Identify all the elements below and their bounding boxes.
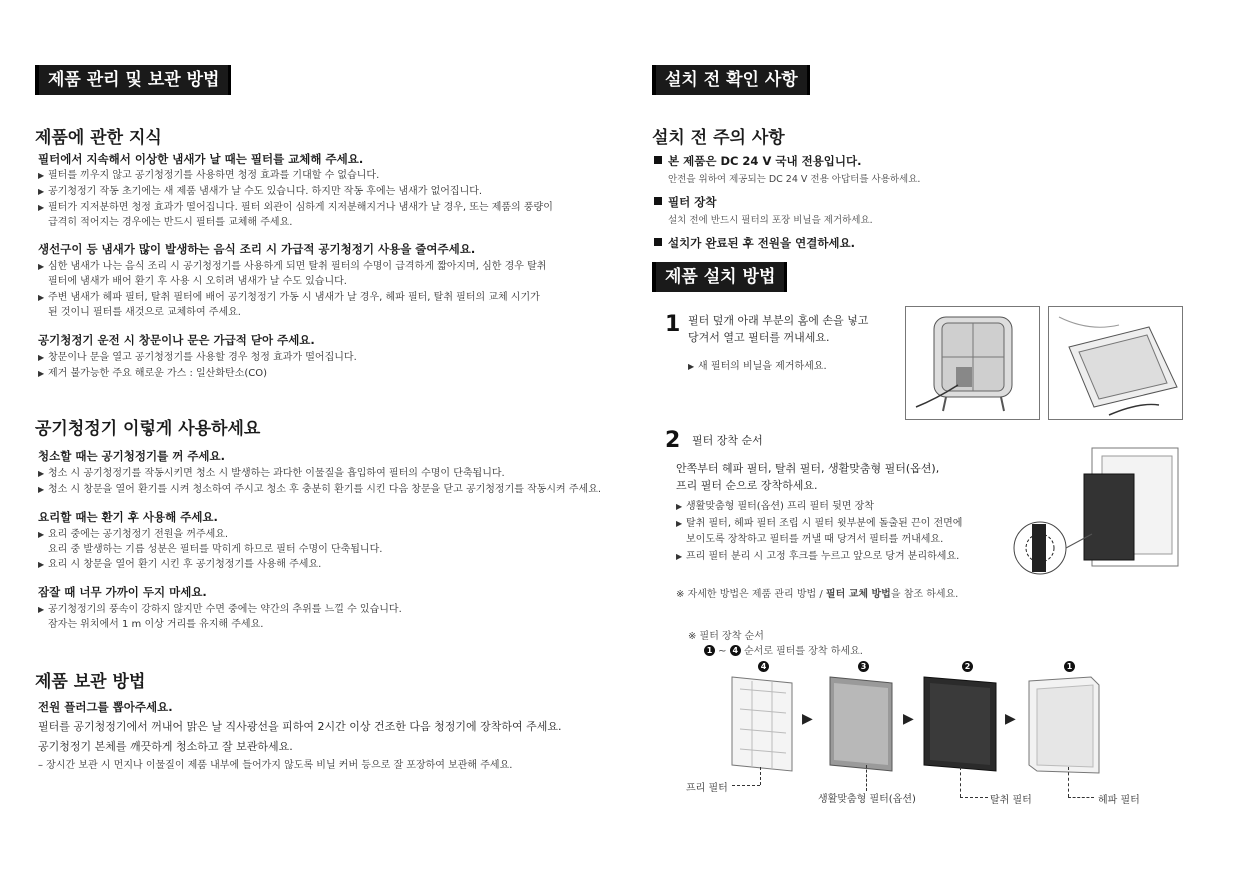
list-item-cont: 필터에 냄새가 배어 환기 후 사용 시 오히려 냄새가 날 수도 있습니다. (48, 276, 347, 287)
storage-title: 제품 보관 방법 (35, 672, 146, 692)
caution-item-1-desc: 안전을 위하여 제공되는 DC 24 V 전용 아답터를 사용하세요. (668, 174, 921, 185)
list-item: ▶ 필터를 끼우지 않고 공기청정기를 사용하면 청정 효과를 기대할 수 없습니다. (38, 170, 380, 181)
filter-badge: 2 (962, 661, 973, 672)
order-badge-to: 4 (730, 645, 741, 656)
list-item-cont: 급격히 적어지는 경우에는 반드시 필터를 교체해 주세요. (48, 217, 293, 228)
caution-item-2: 필터 장착 (654, 194, 716, 210)
storage-note: – 장시간 보관 시 먼지나 이물질이 제품 내부에 들어가지 않도록 비닐 커버 등으로 잘 포장하여 보관해 주세요. (38, 760, 513, 771)
knowledge-title: 제품에 관한 지식 (35, 128, 162, 148)
caution-item-1: 본 제품은 DC 24 V 국내 전용입니다. (654, 153, 861, 169)
list-item: ▶ 필터가 지저분하면 청정 효과가 떨어집니다. 필터 외관이 심하게 지저분해지거나 냄새가 날 경우, 또는 제품의 풍량이 (38, 202, 553, 213)
filter-sequence (620, 655, 1239, 815)
list-item-cont: 된 것이니 필터를 새것으로 교체하여 주세요. (48, 307, 241, 318)
filter-label: 탈취 필터 (990, 795, 1032, 806)
list-item: ▶ 창문이나 문을 열고 공기청정기를 사용할 경우 청정 효과가 떨어집니다. (38, 352, 357, 363)
list-item: ▶ 청소 시 창문을 열어 환기를 시켜 청소하여 주시고 청소 후 충분히 환기를 시킨 다음 창문을 닫고 공기청정기를 작동시켜 주세요. (38, 484, 602, 495)
arrow-right-icon: ▶ (802, 711, 813, 727)
storage-line1: 필터를 공기청정기에서 꺼내어 맑은 날 직사광선을 피하여 2시간 이상 건조한 다음 청정기에 장착하여 주세요. (38, 720, 562, 733)
step-2-line2: 프리 필터 순으로 장착하세요. (676, 479, 818, 492)
leader-line (1068, 797, 1094, 798)
usage-s3-title: 잠잘 때 너무 가까이 두지 마세요. (38, 585, 207, 599)
knowledge-s1-title: 필터에서 지속해서 이상한 냄새가 날 때는 필터를 교체해 주세요. (38, 152, 364, 166)
list-item: ▶ 요리 중에는 공기청정기 전원을 꺼주세요. (38, 529, 229, 540)
order-title: ※ 필터 장착 순서 (688, 631, 764, 642)
step-1-line2: 당겨서 열고 필터를 꺼내세요. (688, 331, 830, 344)
right-page (620, 0, 1239, 885)
list-item: ▶ 생활맞춤형 필터(옵션) 프리 필터 뒷면 장착 (676, 501, 874, 512)
filter-insert-illustration (1010, 444, 1182, 579)
knowledge-s2-title: 생선구이 등 냄새가 많이 발생하는 음식 조리 시 가급적 공기청정기 사용을 줄여주세요. (38, 242, 476, 256)
step-2-number: 2 (665, 428, 681, 453)
arrow-right-icon: ▶ (903, 711, 914, 727)
storage-line2: 공기청정기 본체를 깨끗하게 청소하고 잘 보관하세요. (38, 740, 293, 753)
arrow-right-icon: ▶ (1005, 711, 1016, 727)
reference-note: ※ 자세한 방법은 제품 관리 방법 / 필터 교체 방법을 참조 하세요. (676, 589, 959, 600)
usage-s2-title: 요리할 때는 환기 후 사용해 주세요. (38, 510, 218, 524)
custom-filter-image (822, 675, 902, 775)
list-item: ▶ 청소 시 공기청정기를 작동시키면 청소 시 발생하는 과다한 이물질을 흡입하여 필터의 수명이 단축됩니다. (38, 468, 505, 479)
list-item: ▶ 프리 필터 분리 시 고정 후크를 누르고 앞으로 당겨 분리하세요. (676, 551, 960, 562)
list-item: ▶ 심한 냄새가 나는 음식 조리 시 공기청정기를 사용하게 되면 탈취 필터의 수명이 급격하게 짧아지며, 심한 경우 탈취 (38, 261, 547, 272)
list-item: ▶ 주변 냄새가 헤파 필터, 탈취 필터에 배어 공기청정기 가동 시 냄새가 날 경우, 헤파 필터, 탈취 필터의 교체 시기가 (38, 292, 540, 303)
order-desc: 1 ~ 4 순서로 필터를 장착 하세요. (704, 642, 863, 657)
usage-s1-title: 청소할 때는 공기청정기를 꺼 주세요. (38, 449, 226, 463)
caution-item-3: 설치가 완료된 후 전원을 연결하세요. (654, 235, 855, 251)
order-badge-from: 1 (704, 645, 715, 656)
step-2-line1: 안쪽부터 헤파 필터, 탈취 필터, 생활맞춤형 필터(옵션), (676, 462, 940, 475)
step-1-line1: 필터 덮개 아래 부분의 홈에 손을 넣고 (688, 314, 869, 327)
leader-line (1068, 767, 1069, 797)
leader-line (760, 767, 761, 785)
knowledge-s3-title: 공기청정기 운전 시 창문이나 문은 가급적 닫아 주세요. (38, 333, 315, 347)
list-item: ▶ 요리 시 창문을 열어 환기 시킨 후 공기청정기를 사용해 주세요. (38, 559, 322, 570)
leader-line (866, 765, 867, 791)
check-section-header: 설치 전 확인 사항 (652, 65, 807, 95)
caution-item-2-desc: 설치 전에 반드시 필터의 포장 비닐을 제거하세요. (668, 215, 873, 226)
step-1-number: 1 (665, 312, 681, 337)
filter-badge: 4 (758, 661, 769, 672)
caution-title: 설치 전 주의 사항 (652, 128, 785, 148)
list-item: ▶ 제거 불가능한 주요 해로운 가스 : 일산화탄소(CO) (38, 368, 267, 379)
storage-s1-title: 전원 플러그를 뽑아주세요. (38, 700, 173, 714)
filter-unwrap-illustration (1048, 306, 1183, 420)
care-section-header: 제품 관리 및 보관 방법 (35, 65, 228, 95)
square-bullet-icon (654, 156, 662, 164)
step-1-note: ▶ 새 필터의 비닐을 제거하세요. (688, 361, 827, 372)
hepa-filter-image (1025, 675, 1105, 775)
filter-badge: 3 (858, 661, 869, 672)
list-item-cont: 요리 중 발생하는 기름 성분은 필터를 막히게 하므로 필터 수명이 단축됩니다. (48, 544, 383, 555)
purifier-open-illustration (905, 306, 1040, 420)
leader-line (960, 797, 988, 798)
step-2-title: 필터 장착 순서 (692, 434, 763, 447)
square-bullet-icon (654, 238, 662, 246)
filter-label: 생활맞춤형 필터(옵션) (818, 794, 916, 805)
list-item-cont: 보이도록 장착하고 필터를 꺼낼 때 당겨서 필터를 꺼내세요. (686, 534, 944, 545)
leader-line (732, 785, 760, 786)
square-bullet-icon (654, 197, 662, 205)
filter-label: 프리 필터 (686, 783, 728, 794)
list-item: ▶ 탈취 필터, 헤파 필터 조립 시 필터 윗부분에 돌출된 끈이 전면에 (676, 518, 963, 529)
leader-line (960, 767, 961, 797)
filter-badge: 1 (1064, 661, 1075, 672)
list-item: ▶ 공기청정기 작동 초기에는 새 제품 냄새가 날 수도 있습니다. 하지만 작동 후에는 냄새가 없어집니다. (38, 186, 483, 197)
list-item-cont: 잠자는 위치에서 1 m 이상 거리를 유지해 주세요. (48, 619, 264, 630)
filter-label: 헤파 필터 (1098, 795, 1140, 806)
list-item: ▶ 공기청정기의 풍속이 강하지 않지만 수면 중에는 약간의 추위를 느낄 수 있습니다. (38, 604, 402, 615)
usage-title: 공기청정기 이렇게 사용하세요 (35, 419, 261, 439)
install-section-header: 제품 설치 방법 (652, 262, 784, 292)
pre-filter-image (720, 675, 800, 775)
deodorizing-filter-image (922, 675, 1002, 775)
